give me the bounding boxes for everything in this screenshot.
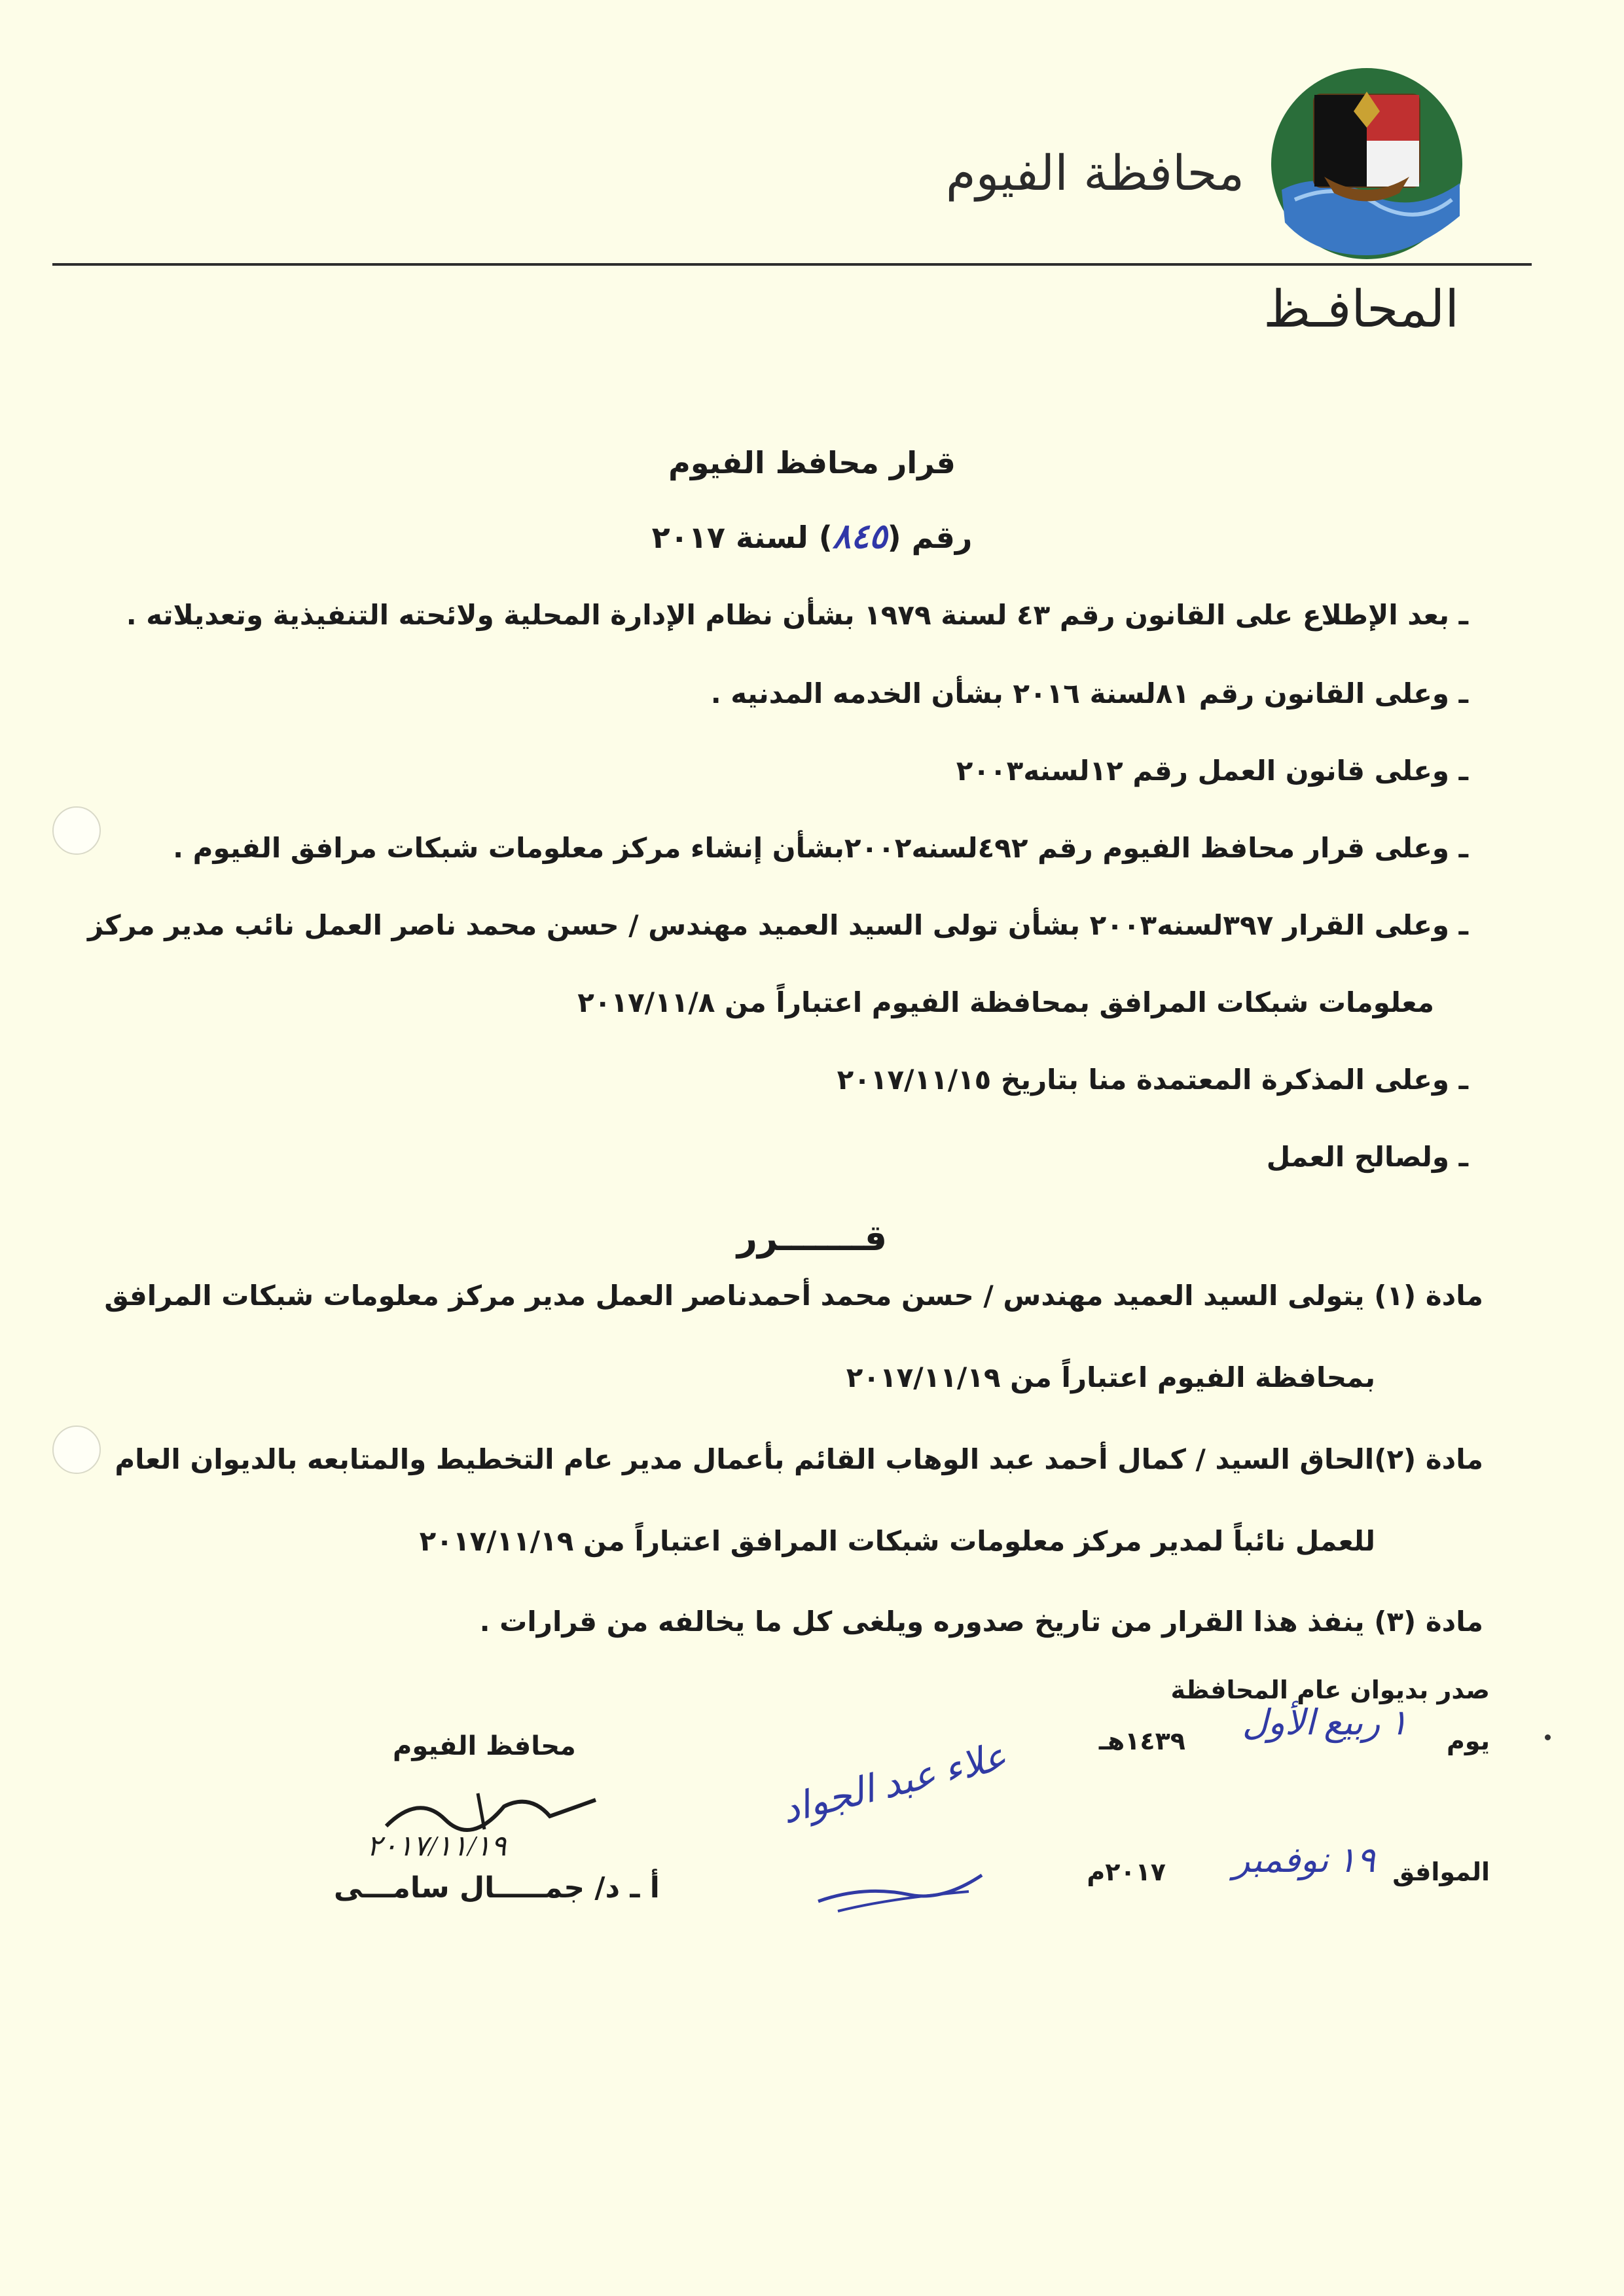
governorate-title: محافظة الفيوم	[945, 145, 1244, 202]
preamble-line: ـ بعد الإطلاع على القانون رقم ٤٣ لسنة ١٩٧٩ بشأن نظام الإدارة المحلية ولائحته التنفيذية وتعديلاته .	[126, 599, 1468, 631]
preamble-line: معلومات شبكات المرافق بمحافظة الفيوم اعتباراً من ٢٠١٧/١١/٨	[577, 986, 1434, 1018]
decree-title: قرار محافظ الفيوم	[668, 445, 956, 480]
office-title: المحافـظ	[1263, 280, 1459, 339]
margin-dot	[1545, 1734, 1551, 1740]
signatory-name: أ ـ د/ جمـــــال سامـــى	[334, 1871, 660, 1905]
punch-hole	[52, 806, 101, 855]
gregorian-year: ٢٠١٧م	[1087, 1857, 1166, 1886]
hijri-day-handwritten: ١ ربيع الأول	[1242, 1703, 1408, 1742]
preamble-line: ـ وعلى قانون العمل رقم ١٢لسنه٢٠٠٣	[956, 755, 1468, 787]
decree-number-line	[0, 517, 1624, 556]
header-divider	[52, 263, 1532, 266]
middle-signature-scrawl	[812, 1846, 995, 1918]
article-line: مادة (١) يتولى السيد العميد مهندس / حسن محمد أحمدناصر العمل مدير مركز معلومات شبكات المرافق	[104, 1280, 1483, 1312]
preamble-line: ـ وعلى القانون رقم ٨١لسنة ٢٠١٦ بشأن الخدمه المدنيه .	[710, 677, 1468, 709]
decree-number-prefix: رقم (	[887, 520, 973, 555]
decree-number-handwritten: ٨٤٥	[832, 518, 888, 556]
preamble-line: ـ وعلى القرار ٣٩٧لسنه٢٠٠٣ بشأن تولى السيد العميد مهندس / حسن محمد ناصر العمل نائب مدير مركز	[88, 909, 1468, 941]
gregorian-day-handwritten: ١٩ نوفمبر	[1233, 1840, 1375, 1880]
signature-date: ٢٠١٧/١١/١٩	[367, 1830, 507, 1862]
fayoum-governorate-logo	[1269, 65, 1465, 262]
middle-signature-name: علاء عبد الجواد	[777, 1734, 1011, 1832]
preamble-line: ـ وعلى المذكرة المعتمدة منا بتاريخ ٢٠١٧/١١/١٥	[837, 1064, 1468, 1096]
decree-number-suffix: ) لسنة ٢٠١٧	[651, 520, 833, 555]
decided-heading: قـــــــرر	[736, 1217, 888, 1259]
article-line: مادة (٣) ينفذ هذا القرار من تاريخ صدوره ويلغى كل ما يخالفه من قرارات .	[479, 1605, 1483, 1638]
article-line: بمحافظة الفيوم اعتباراً من ٢٠١٧/١١/١٩	[846, 1361, 1375, 1393]
hijri-year: ١٤٣٩هـ	[1098, 1727, 1185, 1755]
corresponding-label: الموافق	[1392, 1857, 1490, 1886]
preamble-line: ـ وعلى قرار محافظ الفيوم رقم ٤٩٢لسنه٢٠٠٢بشأن إنشاء مركز معلومات شبكات مرافق الفيوم .	[173, 832, 1468, 864]
article-line: مادة (٢)الحاق السيد / كمال أحمد عبد الوهاب القائم بأعمال مدير عام التخطيط والمتابعه بالديوان العام	[115, 1443, 1483, 1475]
punch-hole	[52, 1426, 101, 1474]
issuance-day-label: يوم	[1447, 1727, 1490, 1755]
signatory-title: محافظ الفيوم	[393, 1731, 576, 1761]
preamble-line: ـ ولصالح العمل	[1266, 1141, 1468, 1173]
article-line: للعمل نائباً لمدير مركز معلومات شبكات المرافق اعتباراً من ٢٠١٧/١١/١٩	[419, 1525, 1375, 1557]
issued-at-line: صدر بديوان عام المحافظة	[1170, 1676, 1490, 1704]
